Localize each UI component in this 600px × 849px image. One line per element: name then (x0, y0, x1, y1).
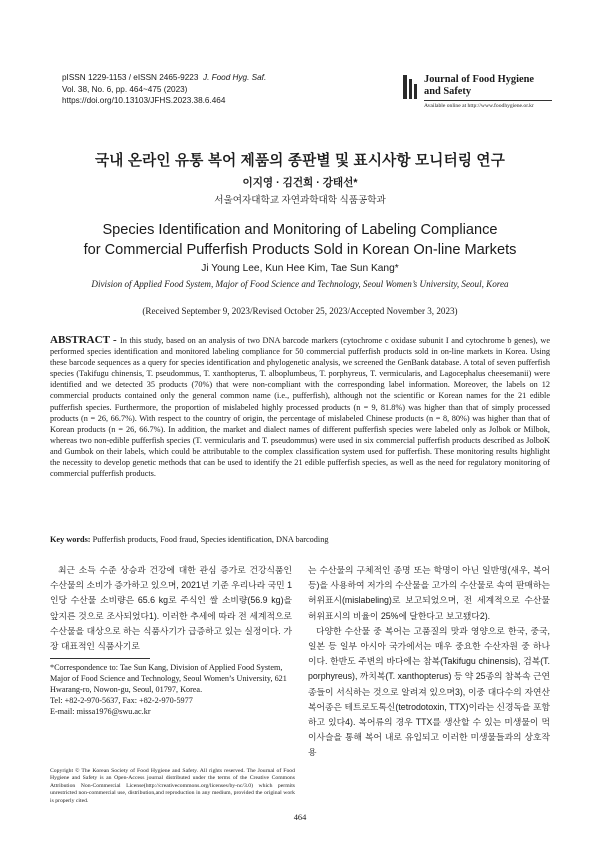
body-right-column (308, 563, 550, 761)
correspondence-address: *Correspondence to: Tae Sun Kang, Division of Applied Food System, Major of Food Science and Technology, Seoul Women’s University, 621 Hwarang-ro, Nowon-gu, Seoul, 01797, Korea. (50, 663, 287, 694)
title-english-line-1: Species Identification and Monitoring of Labeling Compliance (102, 222, 498, 238)
journal-abbrev: J. Food Hyg. Saf. (202, 73, 267, 82)
journal-info (62, 72, 322, 107)
issn-line: pISSN 1229-1153 / eISSN 2465-9223 J. Food Hyg. Saf. (62, 73, 267, 82)
volume-line: Vol. 38, No. 6, pp. 464~475 (2023) (62, 84, 188, 94)
abstract (50, 335, 550, 479)
journal-logo-title: Journal of Food Hygiene and Safety (424, 74, 534, 97)
keywords-label: Key words: (50, 535, 91, 544)
copyright-notice: Copyright © The Korean Society of Food Hygiene and Safety. All rights reserved. The Journal of Food Hygiene and Safety is an Open-Access journal distributed under the terms of the Creative Commons Attribution Non-Commercial License(http://creativecommons.org/licenses/by-nc/3.0) which permits unrestricted non-commercial use, distribution,and reproduction in any medium, provided the original work is properly cited. (50, 768, 295, 804)
abstract-label: ABSTRACT - (50, 334, 121, 346)
received-dates: (Received September 9, 2023/Revised October 25, 2023/Accepted November 3, 2023) (142, 306, 458, 316)
keywords-text: Pufferfish products, Food fraud, Species identification, DNA barcoding (90, 535, 329, 544)
footnote-divider (50, 658, 150, 659)
journal-logo (402, 74, 552, 118)
body-paragraph: 최근 소득 수준 상승과 건강에 대한 관심 증가로 건강식품인 수산물의 소비가 증가하고 있으며, 2021년 기준 우리나라 국민 1인당 수산물 소비량은 65.6 kg로 주식인 쌀 소비량(56.9 kg)을 앞지른 것으로 조사되었다1). 이러한 추세에 따라 전 세계적으로 수산물을 대상으로 하는 식품사기가 급증하고 있는 실정이다. 가장 대표적인 식품사기로 (50, 565, 292, 652)
journal-logo-icon (402, 74, 418, 100)
keywords (50, 535, 550, 544)
available-online: Available online at http://www.foodhygiene.or.kr (424, 103, 534, 109)
body-paragraph: 는 수산물의 구체적인 종명 또는 학명이 아닌 일반명(새우, 복어 등)을 사용하여 저가의 수산물을 고가의 수산물로 속여 판매하는 허위표시(mislabeling)로 보고되었으며, 전 세계적으로 수산물 허위표시의 비율이 25%에 달한다고 보고됐다2). (308, 565, 550, 621)
logo-divider (424, 100, 552, 101)
correspondence (50, 662, 295, 717)
body-left-column (50, 563, 292, 654)
title-korean: 국내 온라인 유통 복어 제품의 종판별 및 표시사항 모니터링 연구 (94, 153, 506, 169)
affiliation-korean: 서울여자대학교 자연과학대학 식품공학과 (214, 195, 386, 206)
correspondence-phone: Tel: +82-2-970-5637, Fax: +82-2-970-5977 (50, 696, 193, 705)
correspondence-email[interactable]: E-mail: missa1976@swu.ac.kr (50, 707, 151, 716)
title-english (0, 220, 600, 260)
authors-korean: 이지영 · 김건희 · 강태선* (242, 177, 358, 189)
abstract-text: In this study, based on an analysis of two DNA barcode markers (cytochrome c oxidase subunit I and cytochrome b genes), we performed species identification and monitored labeling compliance for 50 commercial pufferfish products sold in on-line markets in Korea. Using these barcode sequences as a query for species identification and phylogenetic analysis, we screened the GenBank database. A total of seven pufferfish species (Takifugu chinensis, T. pseudommus, T. xanthopterus, T. alboplumbeus, T. porphyreus, T. vermicularis, and Lagocephalus cheesemanii) were identified and we detected 35 products (70%) that were non-compliant with the corresponding label information. Moreover, the labels on 12 commercial products contained only the general common name (i.e., pufferfish), although not the scientific or Korean names for the 21 edible pufferfish species. Furthermore, the proportion of mislabeled highly processed products (n = 9, 81.8%) was higher than that of simply processed products (n = 26, 66.7%). With respect to the country of origin, the percentage of mislabeled Chinese products (n = 8, 80%) was higher than that of Korean products (n = 26, 66.7%). In addition, the market and dialect names of different pufferfish species were labeled only as Jolbok or Milbok, whereas two non-edible pufferfish species (T. vermicularis and T. pseudommus) were used in six commercial pufferfish products described as JolboK and Gumbok on their labels, which could be attributable to the complex classification system used for pufferfish. These monitoring results highlight the necessity to develop genetic methods that can be used to identify the 21 edible pufferfish species, as well as the need for regulatory monitoring of commercial pufferfish products. (50, 336, 550, 479)
title-english-line-2: for Commercial Pufferfish Products Sold in Korean On-line Markets (83, 242, 517, 258)
authors-english: Ji Young Lee, Kun Hee Kim, Tae Sun Kang* (201, 263, 399, 274)
doi-link[interactable]: https://doi.org/10.13103/JFHS.2023.38.6.464 (62, 96, 226, 106)
page-number: 464 (293, 813, 307, 822)
affiliation-english: Division of Applied Food System, Major of Food Science and Technology, Seoul Women’s University, Seoul, Korea (91, 279, 509, 289)
body-paragraph: 다양한 수산물 중 복어는 고품질의 맛과 영양으로 한국, 중국, 일본 등 일부 아시아 국가에서는 매우 중요한 수산자원 중 하나이다. 한반도 주변의 바다에는 참복(Takifugu chinensis), 검복(T. porphyreus), 까치복(T. xanthopterus) 등 약 25종의 참복속 근연종들이 서식하는 것으로 알려져 있으며3), 이중 대다수의 자연산 복어종은 테트로도톡신(tetrodotoxin, TTX)이라는 신경독을 포함하고 있다4). 복어류의 경우 TTX를 생산할 수 있는 미생물이 먹이사슬을 통해 복어 내로 유입되고 이러한 미생물들과의 상호작용 (308, 625, 550, 758)
